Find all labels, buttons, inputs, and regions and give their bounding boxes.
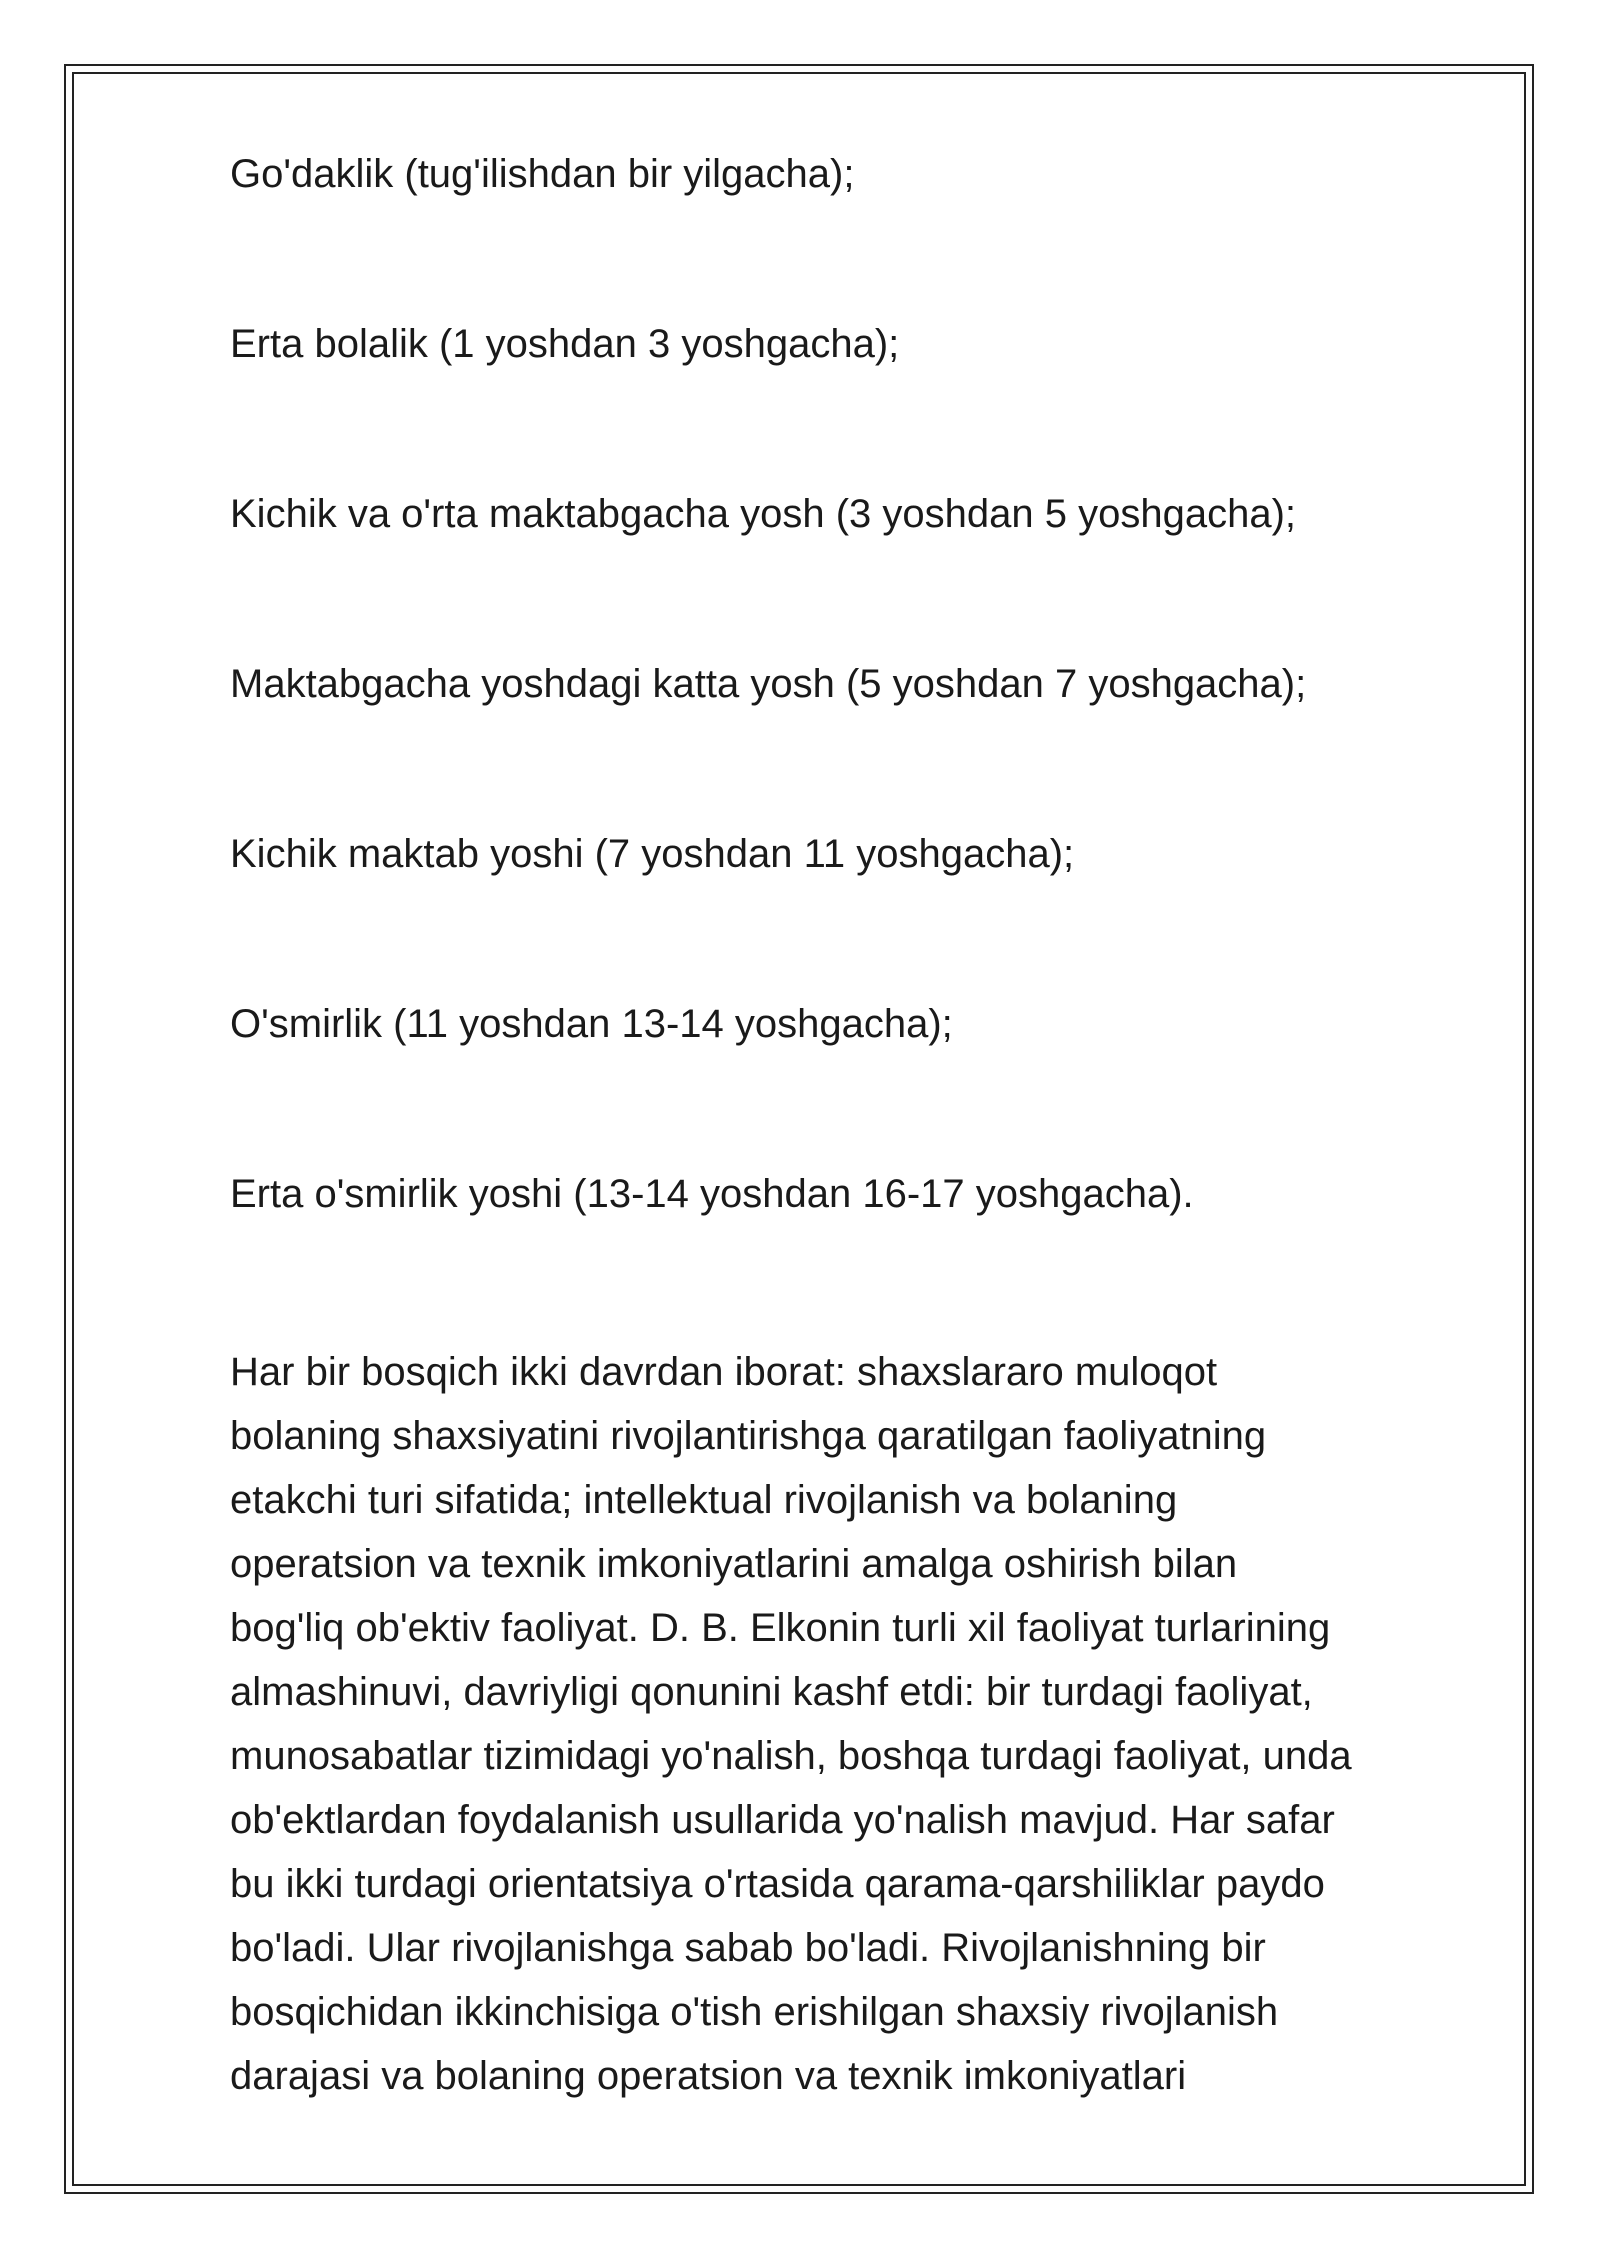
paragraph-line: bolaning shaxsiyatini rivojlantirishga qaratilgan faoliyatning [230, 1414, 1267, 1458]
stage-item: Erta o'smirlik yoshi (13-14 yoshdan 16-17 yoshgacha). [230, 1172, 1194, 1216]
body-paragraph [230, 1340, 1510, 2108]
paragraph-line: bo'ladi. Ular rivojlanishga sabab bo'ladi. Rivojlanishning bir [230, 1926, 1266, 1970]
stage-item: Maktabgacha yoshdagi katta yosh (5 yoshdan 7 yoshgacha); [230, 662, 1307, 706]
paragraph-line: bosqichidan ikkinchisiga o'tish erishilgan shaxsiy rivojlanish [230, 1990, 1279, 2034]
paragraph-line: operatsion va texnik imkoniyatlarini amalga oshirish bilan [230, 1542, 1238, 1586]
stage-item: Kichik maktab yoshi (7 yoshdan 11 yoshgacha); [230, 832, 1075, 876]
paragraph-line: Har bir bosqich ikki davrdan iborat: shaxslararo muloqot [230, 1350, 1218, 1394]
paragraph-line: bog'liq ob'ektiv faoliyat. D. B. Elkonin turli xil faoliyat turlarining [230, 1606, 1331, 1650]
paragraph-line: etakchi turi sifatida; intellektual rivojlanish va bolaning [230, 1478, 1178, 1522]
stage-item: O'smirlik (11 yoshdan 13-14 yoshgacha); [230, 1002, 953, 1046]
stage-item: Erta bolalik (1 yoshdan 3 yoshgacha); [230, 322, 900, 366]
document-body [230, 150, 1510, 2108]
stage-item: Kichik va o'rta maktabgacha yosh (3 yoshdan 5 yoshgacha); [230, 492, 1297, 536]
stage-item: Go'daklik (tug'ilishdan bir yilgacha); [230, 152, 855, 196]
paragraph-line: darajasi va bolaning operatsion va texnik imkoniyatlari [230, 2054, 1187, 2098]
paragraph-line: almashinuvi, davriyligi qonunini kashf etdi: bir turdagi faoliyat, [230, 1670, 1313, 1714]
paragraph-line: ob'ektlardan foydalanish usullarida yo'nalish mavjud. Har safar [230, 1798, 1335, 1842]
paragraph-line: bu ikki turdagi orientatsiya o'rtasida qarama-qarshiliklar paydo [230, 1862, 1325, 1906]
paragraph-line: munosabatlar tizimidagi yo'nalish, boshqa turdagi faoliyat, unda [230, 1734, 1352, 1778]
